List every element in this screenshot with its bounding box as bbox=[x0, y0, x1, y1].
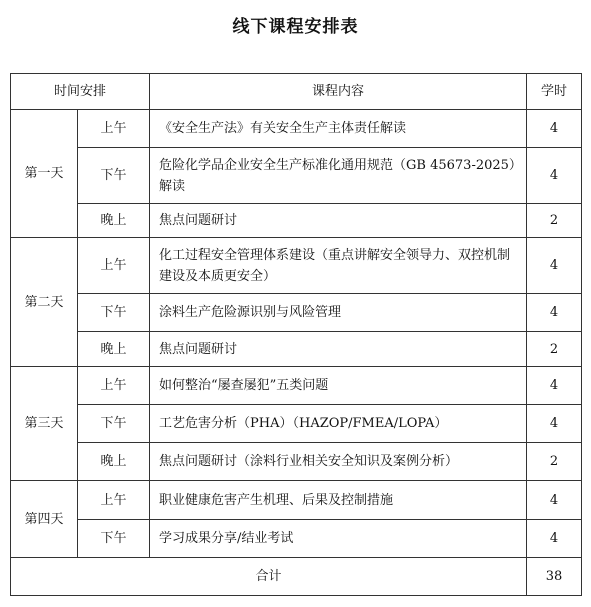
course-hours: 4 bbox=[527, 148, 582, 204]
total-row bbox=[11, 558, 582, 596]
course-hours: 2 bbox=[527, 204, 582, 238]
table-row bbox=[11, 148, 582, 204]
time-slot: 晚上 bbox=[78, 443, 150, 481]
day-label: 第二天 bbox=[11, 238, 78, 367]
total-label: 合计 bbox=[11, 558, 527, 596]
course-hours: 4 bbox=[527, 294, 582, 332]
table-row bbox=[11, 405, 582, 443]
table-row bbox=[11, 294, 582, 332]
course-hours: 4 bbox=[527, 367, 582, 405]
time-slot: 上午 bbox=[78, 238, 150, 294]
table-row bbox=[11, 520, 582, 558]
course-content: 如何整治“屡查屡犯”五类问题 bbox=[150, 367, 527, 405]
course-content: 焦点问题研讨（涂料行业相关安全知识及案例分析） bbox=[150, 443, 527, 481]
course-hours: 4 bbox=[527, 110, 582, 148]
course-hours: 4 bbox=[527, 481, 582, 520]
time-slot: 下午 bbox=[78, 520, 150, 558]
day-label: 第四天 bbox=[11, 481, 78, 558]
time-slot: 上午 bbox=[78, 367, 150, 405]
table-row bbox=[11, 204, 582, 238]
header-hours: 学时 bbox=[527, 74, 582, 110]
course-content: 学习成果分享/结业考试 bbox=[150, 520, 527, 558]
course-hours: 4 bbox=[527, 238, 582, 294]
course-content: 《安全生产法》有关安全生产主体责任解读 bbox=[150, 110, 527, 148]
course-hours: 2 bbox=[527, 443, 582, 481]
course-content: 工艺危害分析（PHA）（HAZOP/FMEA/LOPA） bbox=[150, 405, 527, 443]
time-slot: 下午 bbox=[78, 294, 150, 332]
day-label: 第三天 bbox=[11, 367, 78, 481]
table-row bbox=[11, 481, 582, 520]
course-content: 危险化学品企业安全生产标准化通用规范（GB 45673-2025）解读 bbox=[150, 148, 527, 204]
table-row bbox=[11, 110, 582, 148]
course-content: 涂料生产危险源识别与风险管理 bbox=[150, 294, 527, 332]
time-slot: 下午 bbox=[78, 405, 150, 443]
time-slot: 上午 bbox=[78, 110, 150, 148]
time-slot: 晚上 bbox=[78, 332, 150, 367]
time-slot: 下午 bbox=[78, 148, 150, 204]
course-hours: 4 bbox=[527, 520, 582, 558]
day-label: 第一天 bbox=[11, 110, 78, 238]
course-content: 职业健康危害产生机理、后果及控制措施 bbox=[150, 481, 527, 520]
course-content: 焦点问题研讨 bbox=[150, 204, 527, 238]
header-content: 课程内容 bbox=[150, 74, 527, 110]
course-hours: 2 bbox=[527, 332, 582, 367]
time-slot: 晚上 bbox=[78, 204, 150, 238]
header-row bbox=[11, 74, 582, 110]
course-hours: 4 bbox=[527, 405, 582, 443]
time-slot: 上午 bbox=[78, 481, 150, 520]
course-content: 化工过程安全管理体系建设（重点讲解安全领导力、双控机制建设及本质更安全） bbox=[150, 238, 527, 294]
table-row bbox=[11, 332, 582, 367]
table-row bbox=[11, 238, 582, 294]
document-title: 线下课程安排表 bbox=[232, 17, 359, 37]
course-content: 焦点问题研讨 bbox=[150, 332, 527, 367]
header-time: 时间安排 bbox=[11, 74, 150, 110]
table-row bbox=[11, 367, 582, 405]
table-row bbox=[11, 443, 582, 481]
total-hours: 38 bbox=[527, 558, 582, 596]
course-schedule-table bbox=[10, 73, 582, 596]
